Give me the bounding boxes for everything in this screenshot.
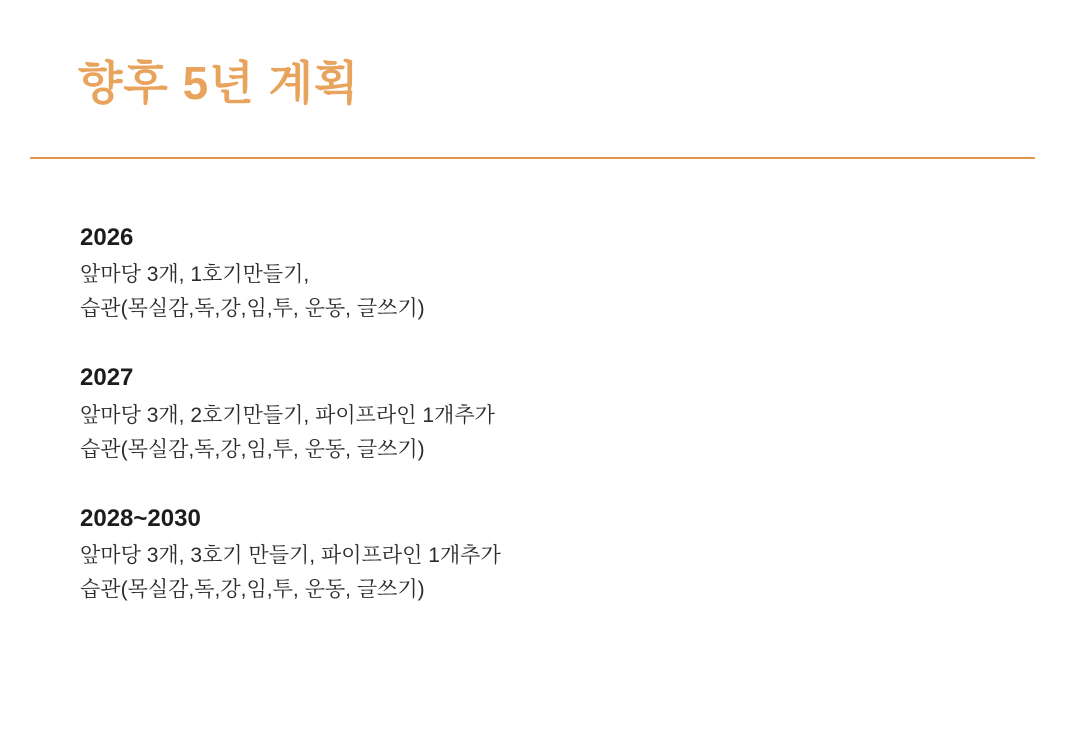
plan-detail-line: 앞마당 3개, 3호기 만들기, 파이프라인 1개추가 bbox=[80, 544, 501, 568]
plan-detail-line: 습관(목실감,독,강,임,투, 운동, 글쓰기) bbox=[80, 297, 425, 321]
plan-list bbox=[80, 222, 980, 607]
title-divider bbox=[30, 157, 1035, 159]
plan-year-heading: 2027 bbox=[80, 364, 134, 392]
plan-year-heading: 2026 bbox=[80, 224, 134, 251]
plan-detail-line: 앞마당 3개, 1호기만들기, bbox=[80, 263, 310, 287]
plan-block bbox=[80, 362, 980, 466]
plan-detail-line: 습관(목실감,독,강,임,투, 운동, 글쓰기) bbox=[80, 437, 425, 461]
plan-block bbox=[80, 503, 980, 607]
plan-detail-line: 습관(목실감,독,강,임,투, 운동, 글쓰기) bbox=[80, 578, 425, 602]
plan-detail-line: 앞마당 3개, 2호기만들기, 파이프라인 1개추가 bbox=[80, 403, 495, 427]
plan-block bbox=[80, 222, 980, 326]
page-title: 향후 5년 계획 bbox=[78, 57, 360, 109]
plan-year-heading: 2028~2030 bbox=[80, 504, 201, 532]
